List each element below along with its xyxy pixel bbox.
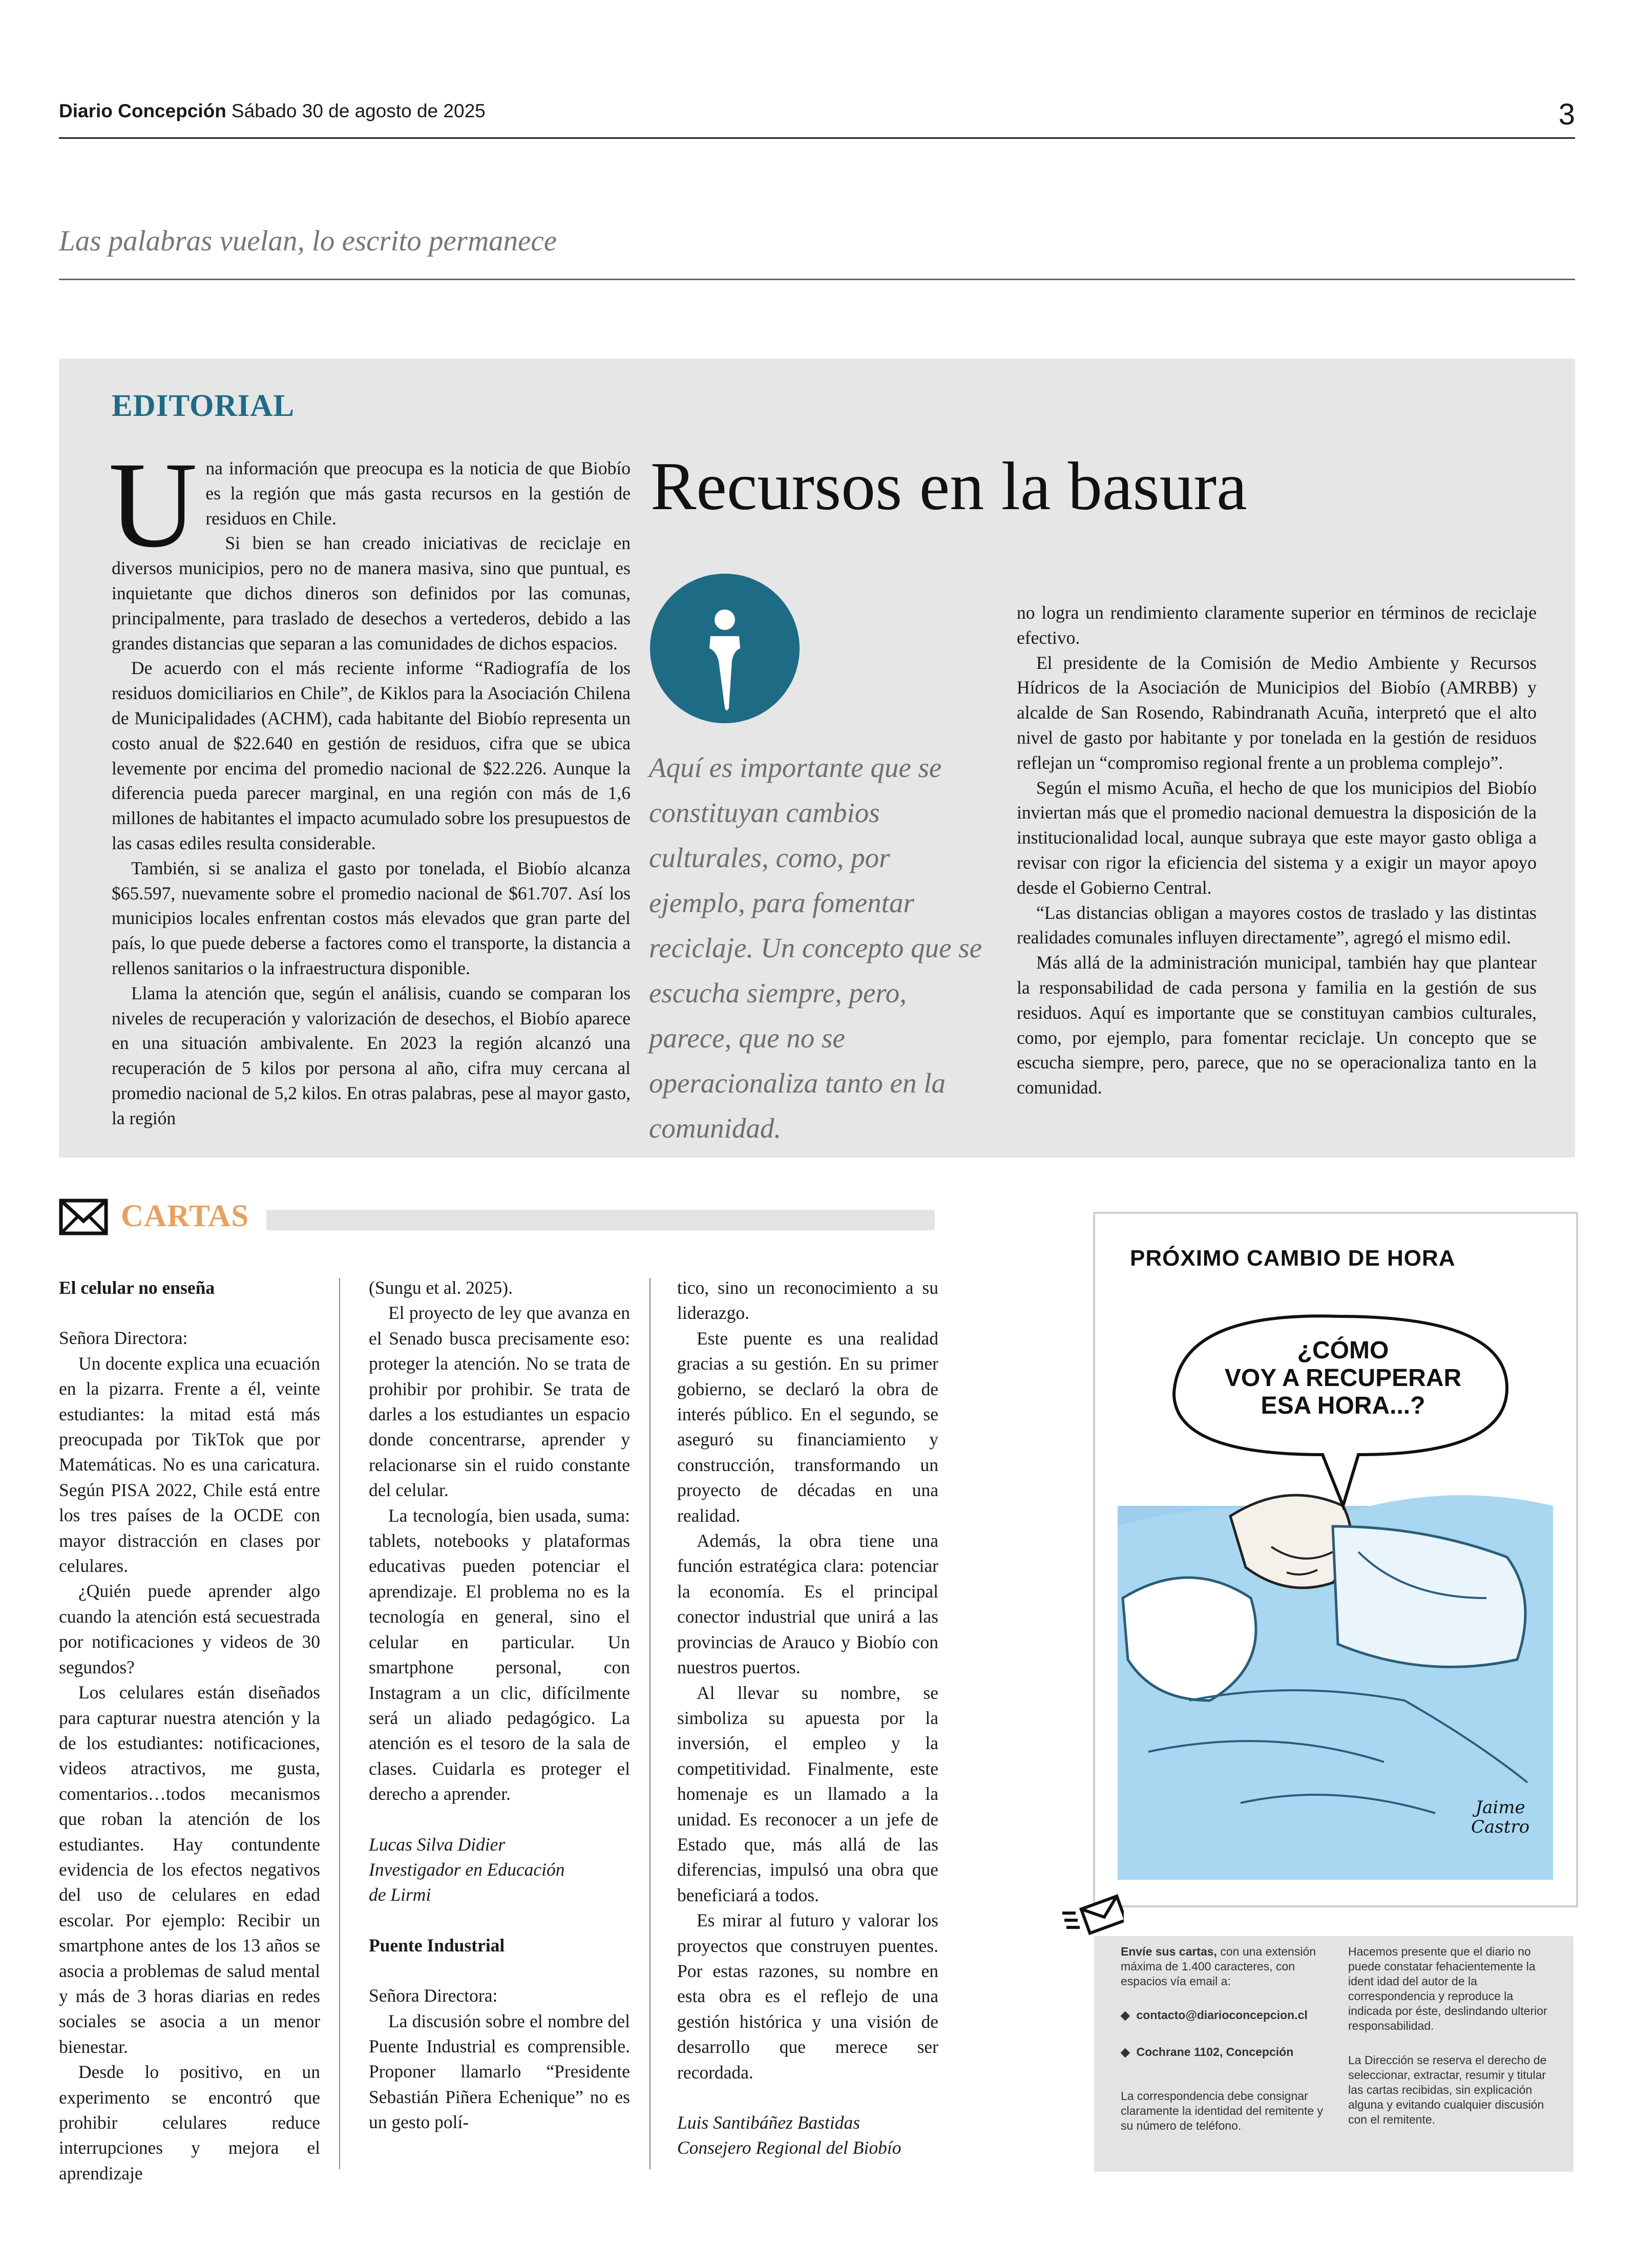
bubble-line: VOY A RECUPERAR	[1224, 1364, 1462, 1392]
letter-salutation: Señora Directora:	[59, 1328, 188, 1349]
artist-signature: Jaime Castro	[1471, 1797, 1530, 1837]
editorial-paragraph: También, si se analiza el gasto por tonelada, el Biobío alcanza $65.597, nuevamente sobre el promedio nacional de $61.707. Así los municipios locales enfrentan costos más elevados que gran parte del país, lo que puede deberse a factores como el transporte, la distancia a rellenos sanitarios o la infraestructura disponible.	[112, 857, 631, 978]
letters-column-3	[677, 1275, 938, 2161]
section-bar	[266, 1210, 935, 1230]
contact-email: ◆ contacto@diarioconcepcion.cl	[1121, 2008, 1308, 2022]
signature-name: Luis Santibáñez Bastidas	[677, 2112, 861, 2133]
cartas-label: CARTAS	[121, 1199, 249, 1233]
speech-bubble	[1194, 1337, 1492, 1420]
editorial-paragraph: Según el mismo Acuña, el hecho de que los municipios del Biobío inviertan más que el promedio nacional demuestra la disposición de la institucionalidad local, aunque subraya que este mayor gasto obliga a revisar con rigor la eficiencia del sistema y a exigir un mayor apoyo desde el Gobierno Central.	[1017, 777, 1537, 898]
cartoon-drawing	[1118, 1240, 1553, 1880]
editorial-box	[59, 359, 1575, 1158]
envelope-icon	[59, 1199, 108, 1238]
letter-paragraph: Es mirar al futuro y valorar los proyectos que construyen puentes. Por estas razones, su nombre en esta obra es el reflejo de una gestión histórica y una visión de desarrollo que merece ser recordada.	[677, 1910, 938, 2083]
bubble-line: ¿CÓMO	[1297, 1337, 1389, 1364]
info-glyph	[650, 574, 800, 723]
letter-paragraph: La tecnología, bien usada, suma: tablets, notebooks y plataformas educativas pueden potenciar el aprendizaje. El problema no es la tecnología en general, sino el celular en particular. Un smartphone personal, con Instagram a un clic, difícilmente será un aliado pedagógico. La atención es el tesoro de la sala de clases. Cuidarla es proteger el derecho a aprender.	[369, 1505, 630, 1804]
signature-role: Consejero Regional del Biobío	[677, 2137, 901, 2158]
paper-name: Diario Concepción	[59, 100, 226, 121]
letter-paragraph: El proyecto de ley que avanza en el Senado busca precisamente eso: proteger la atención. No se trata de prohibir por prohibir. Se trata de darles a los estudiantes un espacio donde concentrarse, aprender y relacionarse sin el ruido constante del celular.	[369, 1303, 630, 1501]
divider	[59, 279, 1575, 280]
signature-org: de Lirmi	[369, 1884, 431, 1905]
editorial-rights-note: La Dirección se reserva el derecho de seleccionar, extractar, resumir y titular las cartas recibidas, sin explicación alguna y evitando cualquier discusión con el remitente.	[1348, 2053, 1547, 2126]
letter-paragraph: Los celulares están diseñados para capturar nuestra atención y la de los estudiantes: notificaciones, videos atractivos, me gusta, comentarios…todos mecanismos que roban la atención de los estudiantes. Hay contundente evidencia de los efectos negativos del uso de celulares en edad escolar. Por ejemplo: Recibir un smartphone antes de los 13 años se asocia a problemas de salud mental y más de 3 horas diarias en redes sociales se asocia a un menor bienestar.	[59, 1682, 320, 2057]
editorial-paragraph: Si bien se han creado iniciativas de reciclaje en diversos municipios, pero no de manera masiva, sino que puntual, es inquietante que dichos dineros son definidos por las comunas, principalmente, para traslado de desechos a vertederos, debido a las grandes distancias que separan a las comunidades de dichos espacios.	[112, 533, 631, 654]
diamond-bullet-icon: ◆	[1121, 2045, 1130, 2059]
letters-column-1	[59, 1275, 320, 2186]
submission-info-box	[1094, 1936, 1574, 2172]
page-number: 3	[1558, 98, 1575, 131]
editorial-paragraph: “Las distancias obligan a mayores costos de traslado y las distintas realidades comunales influyen directamente”, agregó el mismo edil.	[1017, 902, 1537, 948]
editorial-paragraph: Llama la atención que, según el análisis, cuando se comparan los niveles de recuperación y valorización de desechos, el Biobío aparece en una situación ambivalente. En 2023 la región alcanzó una recuperación de 5 kilos por persona al año, cifra muy cercana al promedio nacional de 5,2 kilos. En otras palabras, pese al mayor gasto, la región	[112, 982, 631, 1128]
letter-paragraph: Este puente es una realidad gracias a su gestión. En su primer gobierno, se declaró la obra de interés público. En el segundo, se aseguró su financiamiento y construcción, transformando un proyecto de décadas en una realidad.	[677, 1328, 938, 1526]
correspondence-note: La correspondencia debe consignar claramente la identidad del remitente y su número de teléfono.	[1121, 2089, 1324, 2132]
letter-paragraph: ¿Quién puede aprender algo cuando la atención está secuestrada por notificaciones y videos de 30 segundos?	[59, 1581, 320, 1677]
mail-icon	[1062, 1893, 1124, 1941]
editorial-title: Recursos en la basura	[651, 448, 1247, 524]
issue-date: Sábado 30 de agosto de 2025	[231, 100, 486, 121]
letter-salutation: Señora Directora:	[369, 1985, 498, 2006]
editorial-paragraph: El presidente de la Comisión de Medio Ambiente y Recursos Hídricos de la Asociación de Municipios del Biobío (AMRBB) y alcalde de San Rosendo, Rabindranath Acuña, interpretó que el alto nivel de gasto por habitante y por tonelada en la gestión de residuos reflejan un “compromiso regional frente a un problema complejo”.	[1017, 652, 1537, 773]
letter-title: El celular no enseña	[59, 1277, 215, 1298]
editorial-label: EDITORIAL	[112, 389, 295, 423]
disclaimer-note: Hacemos presente que el diario no puede constatar fehacientemente la ident idad del autor de la correspondencia y reproduce la indicada por éste, deslindando ulterior responsabilidad.	[1348, 1945, 1547, 2032]
editorial-paragraph: De acuerdo con el más reciente informe “Radiografía de los residuos domiciliarios en Chile”, de Kiklos para la Asociación Chilena de Municipalidades (ACHM), cada habitante del Biobío representa un costo anual de $22.640 en gestión de residuos, cifra que se ubica levemente por encima del promedio nacional de $22.226. Aunque la diferencia pueda parecer marginal, en una región con más de 1,6 millones de habitantes el impacto acumulado sobre los presupuestos de las casas ediles resulta considerable.	[112, 658, 631, 853]
bubble-line: ESA HORA...?	[1261, 1392, 1425, 1419]
letter-paragraph: (Sungu et al. 2025).	[369, 1277, 513, 1298]
cartoon-title: PRÓXIMO CAMBIO DE HORA	[1130, 1246, 1456, 1271]
editorial-column-1	[109, 436, 631, 1131]
letter-paragraph: Un docente explica una ecuación en la pizarra. Frente a él, veinte estudiantes: la mitad está más preocupada por TikTok que por Matemáticas. No es una caricatura. Según PISA 2022, Chile está entre los tres países de la OCDE con mayor distracción en clases por celulares.	[59, 1353, 320, 1577]
letters-column-2	[369, 1275, 630, 2135]
letter-paragraph: Desde lo positivo, en un experimento se encontró que prohibir celulares reduce interrupciones y mejora el aprendizaje	[59, 2062, 320, 2183]
editorial-paragraph: Una información que preocupa es la noticia de que Biobío es la región que más gasta recursos en la gestión de residuos en Chile.	[109, 436, 631, 573]
signature-role: Investigador en Educación	[369, 1859, 565, 1880]
pull-quote: Aquí es importante que se constituyan cambios culturales, como, por ejemplo, para fomentar reciclaje. Un concepto que se escucha siempre, pero, parece, que no se operacionaliza tanto en la comunidad.	[649, 752, 982, 1144]
letter-paragraph: tico, sino un reconocimiento a su liderazgo.	[677, 1277, 938, 1324]
section-tagline: Las palabras vuelan, lo escrito permanece	[59, 225, 557, 257]
send-instructions: Envíe sus cartas, con una extensión máxima de 1.400 caracteres, con espacios vía email a:	[1121, 1945, 1316, 1988]
info-icon	[650, 574, 800, 723]
signature-name: Lucas Silva Didier	[369, 1834, 506, 1855]
diamond-bullet-icon: ◆	[1121, 2008, 1130, 2022]
cartoon	[1118, 1240, 1553, 1880]
letter-title: Puente Industrial	[369, 1935, 505, 1956]
letter-paragraph: La discusión sobre el nombre del Puente Industrial es comprensible. Proponer llamarlo “Presidente Sebastián Piñera Echenique” no es un gesto polí-	[369, 2010, 630, 2133]
letter-paragraph: Al llevar su nombre, se simboliza su apuesta por la inversión, el empleo y la competitividad. Finalmente, este homenaje es un llamado a la unidad. Es reconocer a un jefe de Estado que, más allá de las diferencias, impulsó una obra que beneficiará a todos.	[677, 1682, 938, 1905]
contact-address: ◆ Cochrane 1102, Concepción	[1121, 2045, 1294, 2059]
masthead	[59, 100, 1575, 139]
editorial-paragraph: Más allá de la administración municipal, también hay que plantear la responsabilidad de cada persona y familia en la gestión de sus residuos. Aquí es importante que se constituyan cambios culturales, como, por ejemplo, para fomentar reciclaje. Un concepto que se escucha siempre, pero, parece, que no se operacionaliza tanto en la comunidad.	[1017, 952, 1537, 1098]
drop-cap: U	[109, 436, 198, 573]
column-rule	[649, 1278, 651, 2169]
column-rule	[339, 1278, 340, 2169]
editorial-column-3	[1017, 600, 1537, 1100]
editorial-paragraph: no logra un rendimiento claramente superior en términos de reciclaje efectivo.	[1017, 602, 1537, 648]
letter-paragraph: Además, la obra tiene una función estratégica clara: potenciar la economía. Es el principal conector industrial que unirá a las provincias de Arauco y Biobío con nuestros puertos.	[677, 1530, 938, 1678]
cartoon-frame	[1093, 1212, 1578, 1907]
